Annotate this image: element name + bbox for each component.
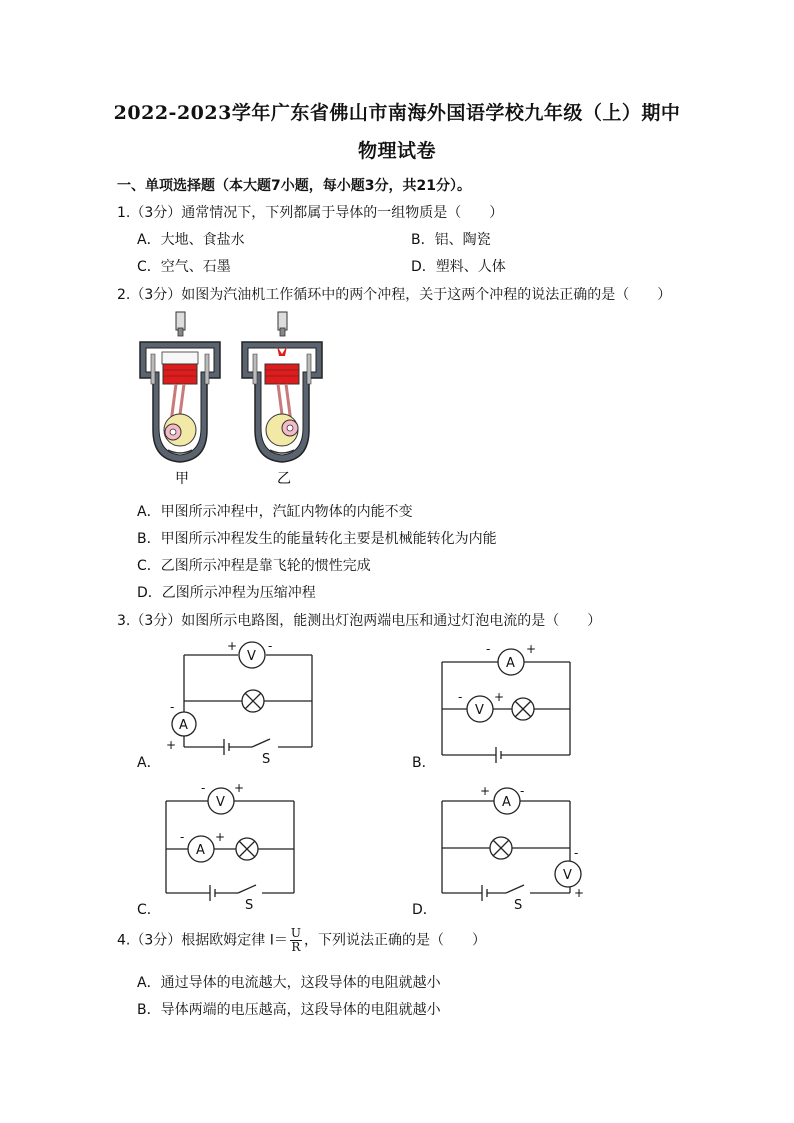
circuit-c-voltmeter: V — [216, 795, 225, 810]
circuit-a-switch-label: S — [262, 752, 271, 767]
engine-yi-drawing — [242, 312, 322, 462]
q4-stem — [117, 927, 486, 954]
section-heading: 一、单项选择题（本大题7小题，每小题3分，共21分）。 — [117, 178, 471, 194]
title-line-1: 2022-2023学年广东省佛山市南海外国语学校九年级（上）期中 — [113, 102, 681, 124]
circuit-d — [442, 788, 581, 901]
q2-option-a: A．甲图所示冲程中，汽缸内物体的内能不变 — [137, 504, 413, 520]
circuit-figures — [130, 635, 610, 925]
q3-option-c: C． — [137, 902, 161, 918]
q4-option-b: B．导体两端的电压越高，这段导体的电阻就越小 — [137, 1002, 441, 1018]
circuit-a-v-plus: + — [227, 639, 238, 653]
q3-option-a: A． — [137, 755, 161, 771]
circuit-c-v-plus: + — [234, 781, 245, 795]
q2-option-c: C．乙图所示冲程是靠飞轮的惯性完成 — [137, 558, 371, 574]
engine-yi-label: 乙 — [277, 471, 291, 487]
fraction-numerator: U — [290, 926, 301, 940]
q4-stem-pre: 4.（3分）根据欧姆定律 I＝ — [117, 932, 288, 949]
circuit-d-a-plus: + — [480, 784, 491, 798]
ohm-fraction — [290, 927, 302, 954]
circuit-b-voltmeter: V — [475, 703, 484, 718]
circuit-c — [166, 788, 294, 901]
title-line-2: 物理试卷 — [357, 140, 436, 162]
circuit-c-a-minus: - — [180, 830, 185, 844]
q3-stem: 3.（3分）如图所示电路图，能测出灯泡两端电压和通过灯泡电流的是（ ） — [117, 613, 602, 629]
q2-option-b: B．甲图所示冲程发生的能量转化主要是机械能转化为内能 — [137, 531, 497, 547]
circuit-c-a-plus: + — [215, 830, 226, 844]
circuit-c-v-minus: - — [201, 781, 206, 795]
q3-option-b: B． — [412, 755, 436, 771]
circuit-b-v-plus: + — [494, 690, 505, 704]
circuit-d-switch-label: S — [514, 898, 523, 913]
q3-option-d: D． — [412, 902, 437, 918]
engine-jia-drawing — [140, 312, 220, 462]
circuit-b-a-plus: + — [526, 642, 537, 656]
q1-option-b: B．铝、陶瓷 — [411, 232, 491, 248]
q4-stem-post: ，下列说法正确的是（ ） — [303, 932, 486, 949]
q2-stem: 2.（3分）如图为汽油机工作循环中的两个冲程，关于这两个冲程的说法正确的是（ ） — [117, 287, 672, 303]
circuit-c-switch-label: S — [245, 898, 254, 913]
circuit-a-v-minus: - — [268, 639, 273, 653]
engine-jia-label: 甲 — [175, 471, 189, 487]
circuit-a-a-plus: + — [166, 738, 177, 752]
q4-option-a: A．通过导体的电流越大，这段导体的电阻就越小 — [137, 975, 441, 991]
circuit-b-v-minus: - — [458, 690, 463, 704]
circuit-c-ammeter: A — [196, 843, 205, 858]
circuit-d-voltmeter: V — [563, 868, 572, 883]
circuit-a-voltmeter: V — [247, 649, 256, 664]
fraction-denominator: R — [291, 940, 301, 954]
circuit-b-ammeter: A — [506, 656, 515, 671]
circuit-d-v-minus: - — [574, 846, 579, 860]
circuit-d-ammeter: A — [502, 795, 511, 810]
circuit-a-ammeter: A — [179, 718, 188, 733]
circuit-a — [172, 642, 312, 755]
circuit-a-a-minus: - — [170, 700, 175, 714]
engine-figure — [135, 310, 335, 490]
q1-option-c: C．空气、石墨 — [137, 259, 231, 275]
circuit-d-v-plus: + — [574, 886, 585, 900]
q1-option-d: D．塑料、人体 — [411, 259, 506, 275]
q1-stem: 1.（3分）通常情况下，下列都属于导体的一组物质是（ ） — [117, 205, 504, 221]
circuit-d-a-minus: - — [520, 784, 525, 798]
q2-option-d: D．乙图所示冲程为压缩冲程 — [137, 585, 316, 601]
circuit-b-a-minus: - — [486, 642, 491, 656]
q1-option-a: A．大地、食盐水 — [137, 232, 245, 248]
